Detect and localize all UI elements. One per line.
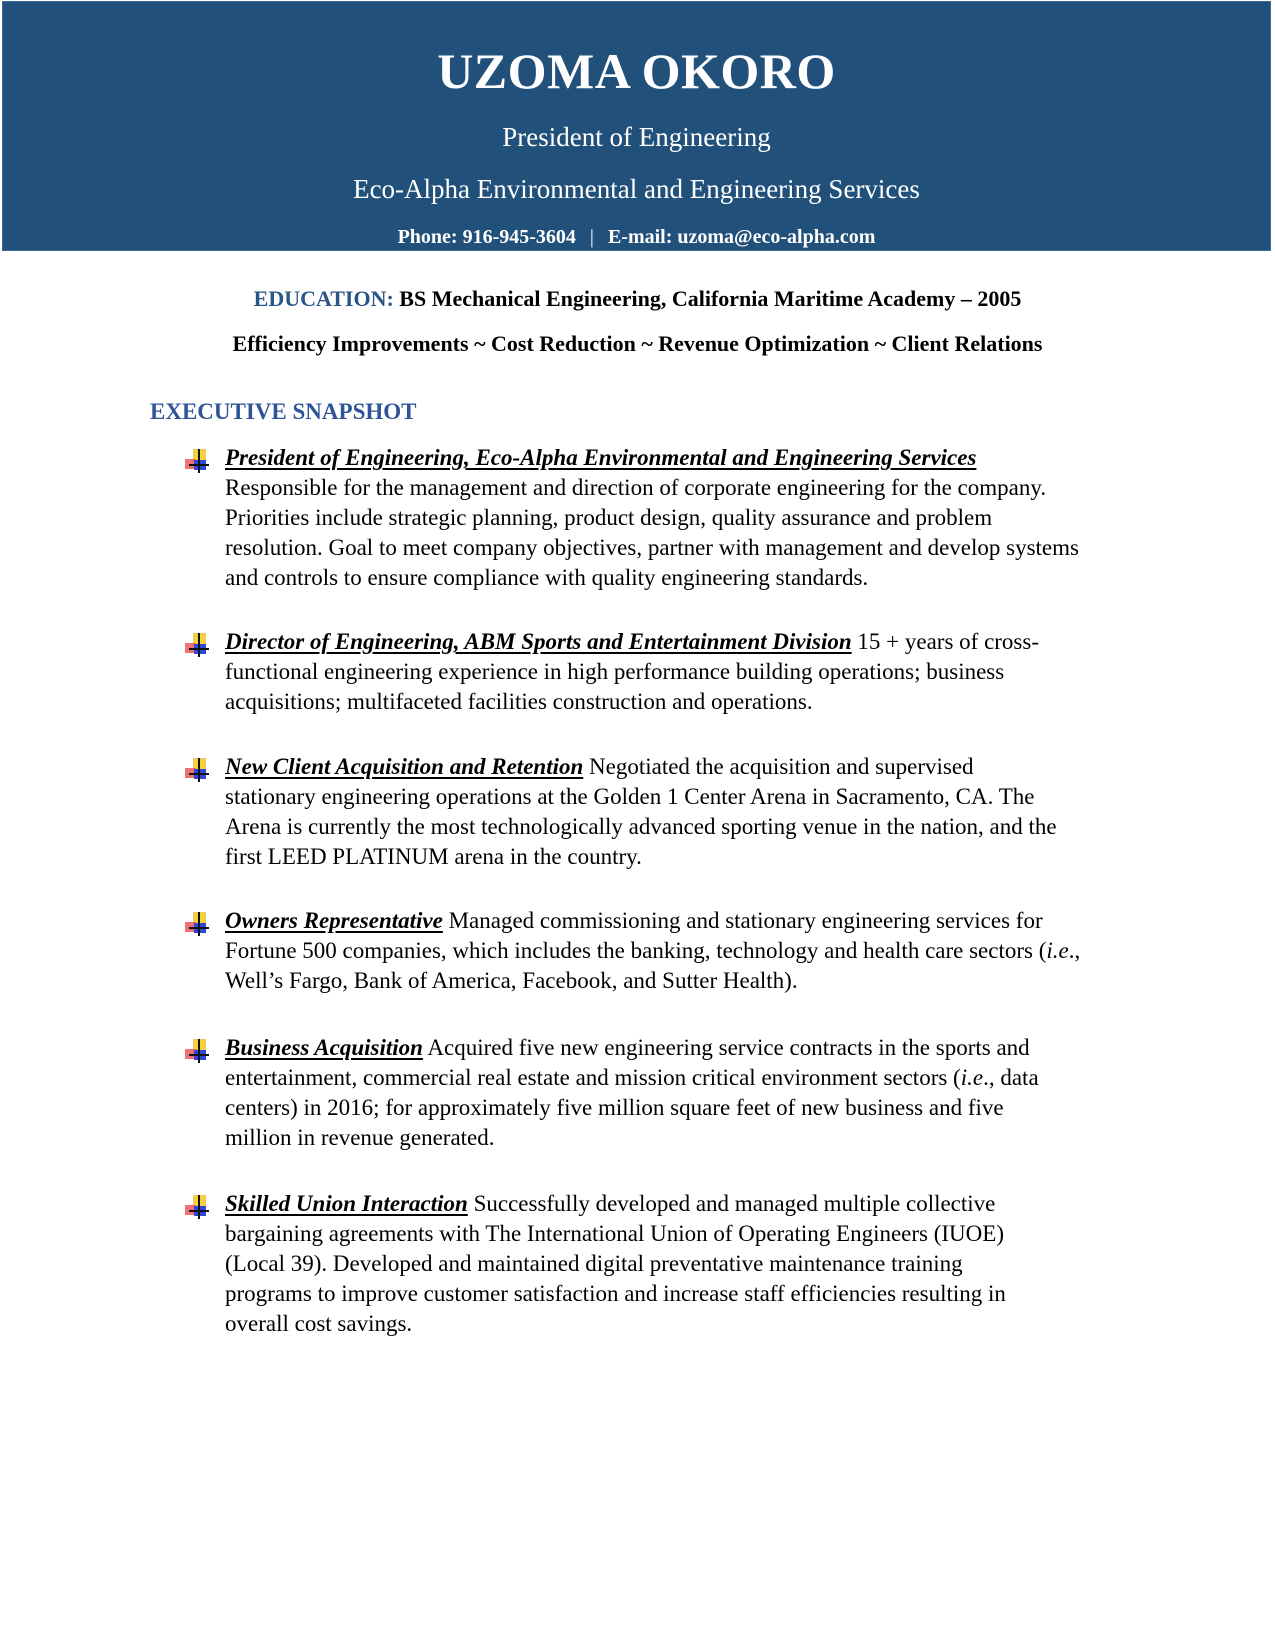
snapshot-item-lead: President of Engineering, Eco-Alpha Environmental and Engineering Services [225, 445, 977, 470]
snapshot-item-lead: New Client Acquisition and Retention [225, 754, 584, 779]
snapshot-item-text-italic: i.e [1046, 938, 1069, 963]
contact-separator: | [589, 226, 594, 248]
snapshot-item-owners-representative [225, 906, 1085, 996]
email-address[interactable]: E-mail: uzoma@eco-alpha.com [607, 226, 876, 248]
candidate-company: Eco-Alpha Environmental and Engineering Services [353, 174, 920, 204]
snapshot-item-text-after: ., data centers) in 2016; for approximately five million square feet of new business and five million in revenue generated. [225, 1065, 1039, 1150]
snapshot-item-text: 15 + years of cross-functional engineering experience in high performance building operations; business acquisitions; multifaceted facilities construction and operations. [225, 629, 1039, 714]
snapshot-item-text-before: Acquired five new engineering service contracts in the sports and entertainment, commercial real estate and mission critical environment sectors ( [225, 1035, 1030, 1090]
multicolor-square-bullet-icon [185, 758, 211, 782]
header-banner [2, 1, 1271, 251]
snapshot-item-union-interaction [225, 1189, 1055, 1339]
snapshot-item-text-before: Managed commissioning and stationary engineering services for Fortune 500 companies, which includes the banking, technology and health care sectors ( [225, 908, 1047, 963]
snapshot-item-president [225, 443, 1085, 593]
multicolor-square-bullet-icon [185, 1195, 211, 1219]
contact-line [3, 227, 1270, 247]
skills-line: Efficiency Improvements ~ Cost Reduction ~ Revenue Optimization ~ Client Relations [232, 331, 1043, 356]
snapshot-item-lead: Owners Representative [225, 908, 443, 933]
phone-number: Phone: 916-945-3604 [397, 226, 576, 248]
candidate-title: President of Engineering [502, 122, 771, 152]
snapshot-item-director [225, 627, 1075, 717]
multicolor-square-bullet-icon [185, 633, 211, 657]
snapshot-item-client-acquisition [225, 752, 1065, 872]
multicolor-square-bullet-icon [185, 449, 211, 473]
snapshot-item-business-acquisition [225, 1033, 1075, 1153]
snapshot-item-text: Successfully developed and managed multiple collective bargaining agreements with The International Union of Operating Engineers (IUOE) (Local 39). Developed and maintained digital preventative maintenance training programs to improve customer satisfaction and increase staff efficiencies resulting in overall cost savings. [225, 1191, 1006, 1336]
education-line [0, 288, 1275, 310]
candidate-name: UZOMA OKORO [437, 43, 836, 99]
executive-snapshot-heading: EXECUTIVE SNAPSHOT [150, 399, 417, 424]
education-label: EDUCATION: [253, 286, 394, 311]
multicolor-square-bullet-icon [185, 1039, 211, 1063]
snapshot-item-text-italic: i.e [960, 1065, 984, 1090]
snapshot-item-lead: Business Acquisition [225, 1035, 423, 1060]
education-value: BS Mechanical Engineering, California Maritime Academy – 2005 [399, 286, 1022, 311]
snapshot-item-text-after: ., Well’s Fargo, Bank of America, Facebook, and Sutter Health). [225, 938, 1081, 993]
multicolor-square-bullet-icon [185, 912, 211, 936]
snapshot-item-lead: Skilled Union Interaction [225, 1191, 468, 1216]
snapshot-item-lead: Director of Engineering, ABM Sports and Entertainment Division [225, 629, 852, 654]
snapshot-item-text: Negotiated the acquisition and supervised stationary engineering operations at the Golden 1 Center Arena in Sacramento, CA. The Arena is currently the most technologically advanced sporting venue in the nation, and the first LEED PLATINUM arena in the country. [225, 754, 1057, 869]
snapshot-item-text: Responsible for the management and direction of corporate engineering for the company. Priorities include strategic planning, product design, quality assurance and problem resolution. Goal to meet company objectives, partner with management and develop systems and controls to ensure compliance with quality engineering standards. [225, 475, 1079, 590]
